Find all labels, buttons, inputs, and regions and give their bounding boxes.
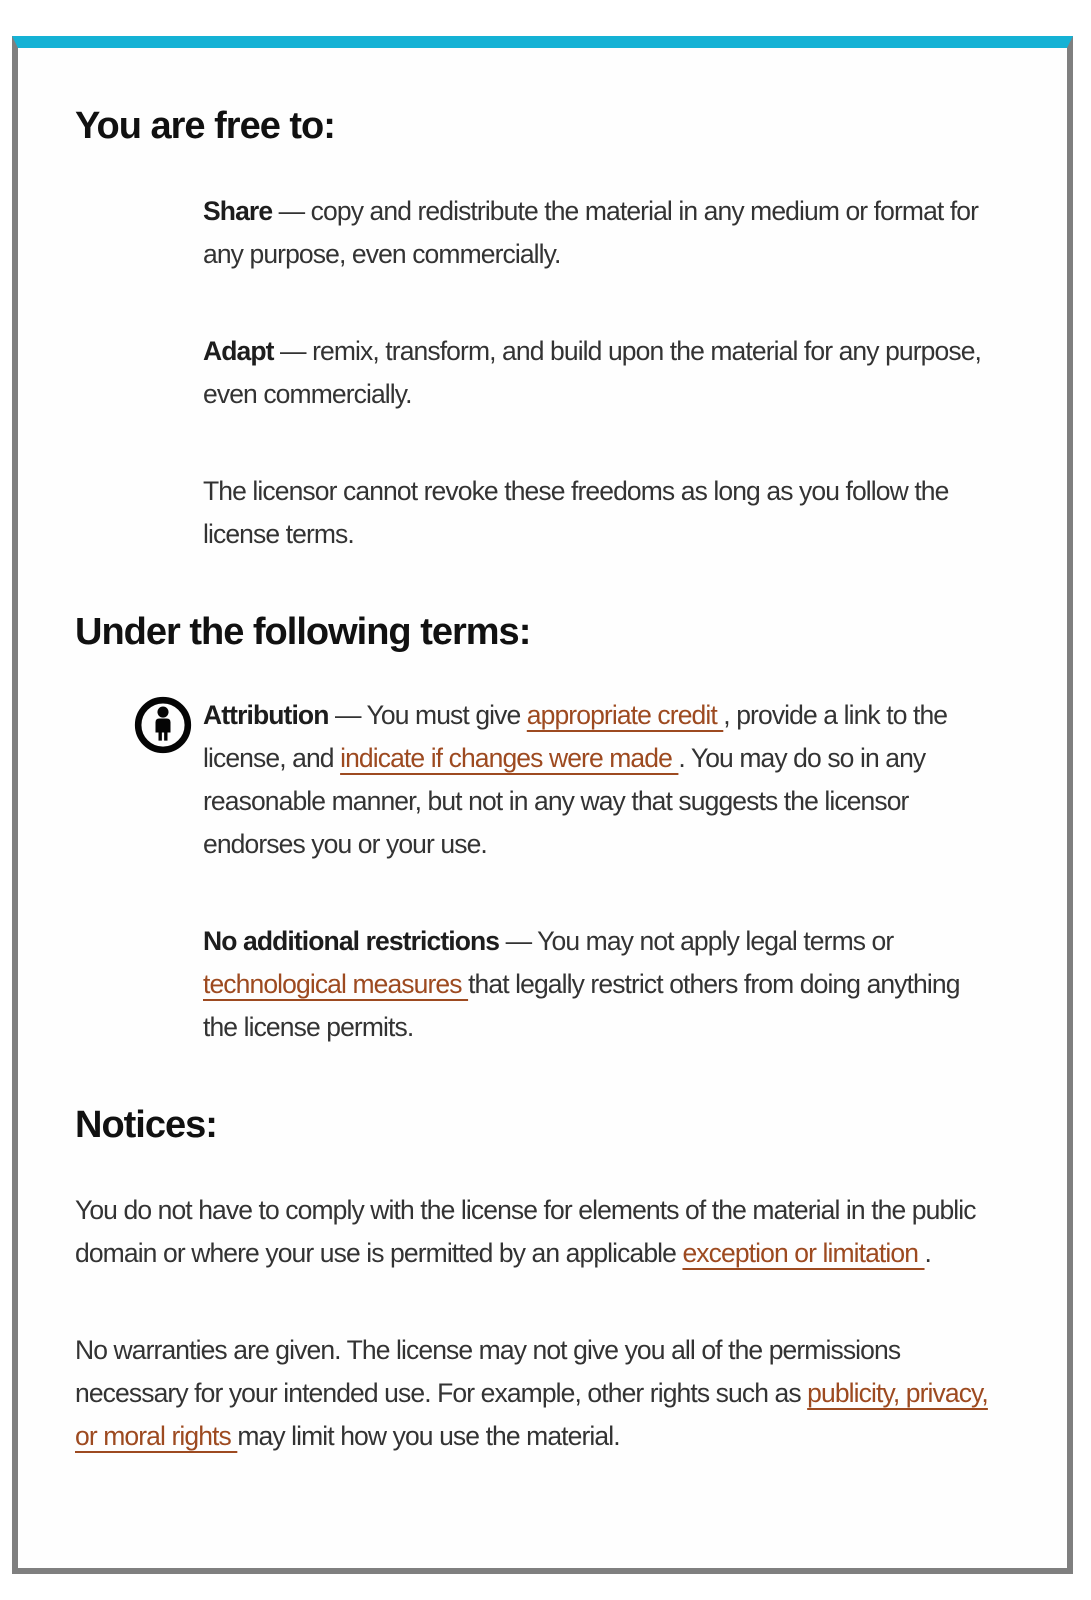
- no-additional-restrictions-paragraph: [203, 920, 983, 1049]
- no-warranties-paragraph: [75, 1329, 1010, 1458]
- text-segment: — remix, transform, and build upon the material for any purpose, even commercially.: [203, 336, 982, 409]
- text-segment: . You may do so in any reasonable manner, but not in any way that suggests the licensor endorses you or your use.: [203, 743, 926, 859]
- text-segment: , provide a link to the license, and: [203, 700, 948, 773]
- text-segment: .: [924, 1238, 931, 1268]
- text-segment: The licensor cannot revoke these freedoms as long as you follow the license terms.: [203, 476, 949, 549]
- text-segment: You do not have to comply with the license for elements of the material in the public domain or where your use is permitted by an applicable: [75, 1195, 976, 1268]
- section-heading-under-the-following-terms: Under the following terms:: [75, 611, 531, 653]
- text-segment: — You must give: [328, 700, 527, 730]
- appropriate-credit-link[interactable]: appropriate credit: [526, 700, 724, 730]
- no-additional-restrictions-term: No additional restrictions: [203, 926, 500, 956]
- text-segment: — copy and redistribute the material in any medium or format for any purpose, even commercially.: [203, 196, 979, 269]
- share-term: Share: [203, 196, 273, 226]
- text-segment: No warranties are given. The license may not give you all of the permissions necessary for your intended use. For example, other rights such as: [75, 1335, 901, 1408]
- text-segment: may limit how you use the material.: [237, 1421, 620, 1451]
- license-card: [12, 36, 1073, 1574]
- publicity-privacy-moral-rights-link[interactable]: publicity, privacy, or moral rights: [75, 1378, 988, 1451]
- exception-or-limitation-link[interactable]: exception or limitation: [682, 1238, 925, 1268]
- attribution-paragraph: [203, 694, 983, 866]
- attribution-person-icon: [133, 695, 193, 755]
- section-heading-you-are-free-to: You are free to:: [75, 105, 335, 147]
- share-paragraph: [203, 190, 983, 276]
- text-segment: — You may not apply legal terms or: [499, 926, 894, 956]
- adapt-paragraph: [203, 330, 983, 416]
- section-heading-notices: Notices:: [75, 1104, 217, 1146]
- text-segment: that legally restrict others from doing anything the license permits.: [203, 969, 960, 1042]
- adapt-term: Adapt: [203, 336, 274, 366]
- indicate-if-changes-were-made-link[interactable]: indicate if changes were made: [340, 743, 679, 773]
- licensor-cannot-revoke-paragraph: [203, 470, 983, 556]
- technological-measures-link[interactable]: technological measures: [203, 969, 469, 999]
- public-domain-notice-paragraph: [75, 1189, 1010, 1275]
- attribution-term: Attribution: [203, 700, 329, 730]
